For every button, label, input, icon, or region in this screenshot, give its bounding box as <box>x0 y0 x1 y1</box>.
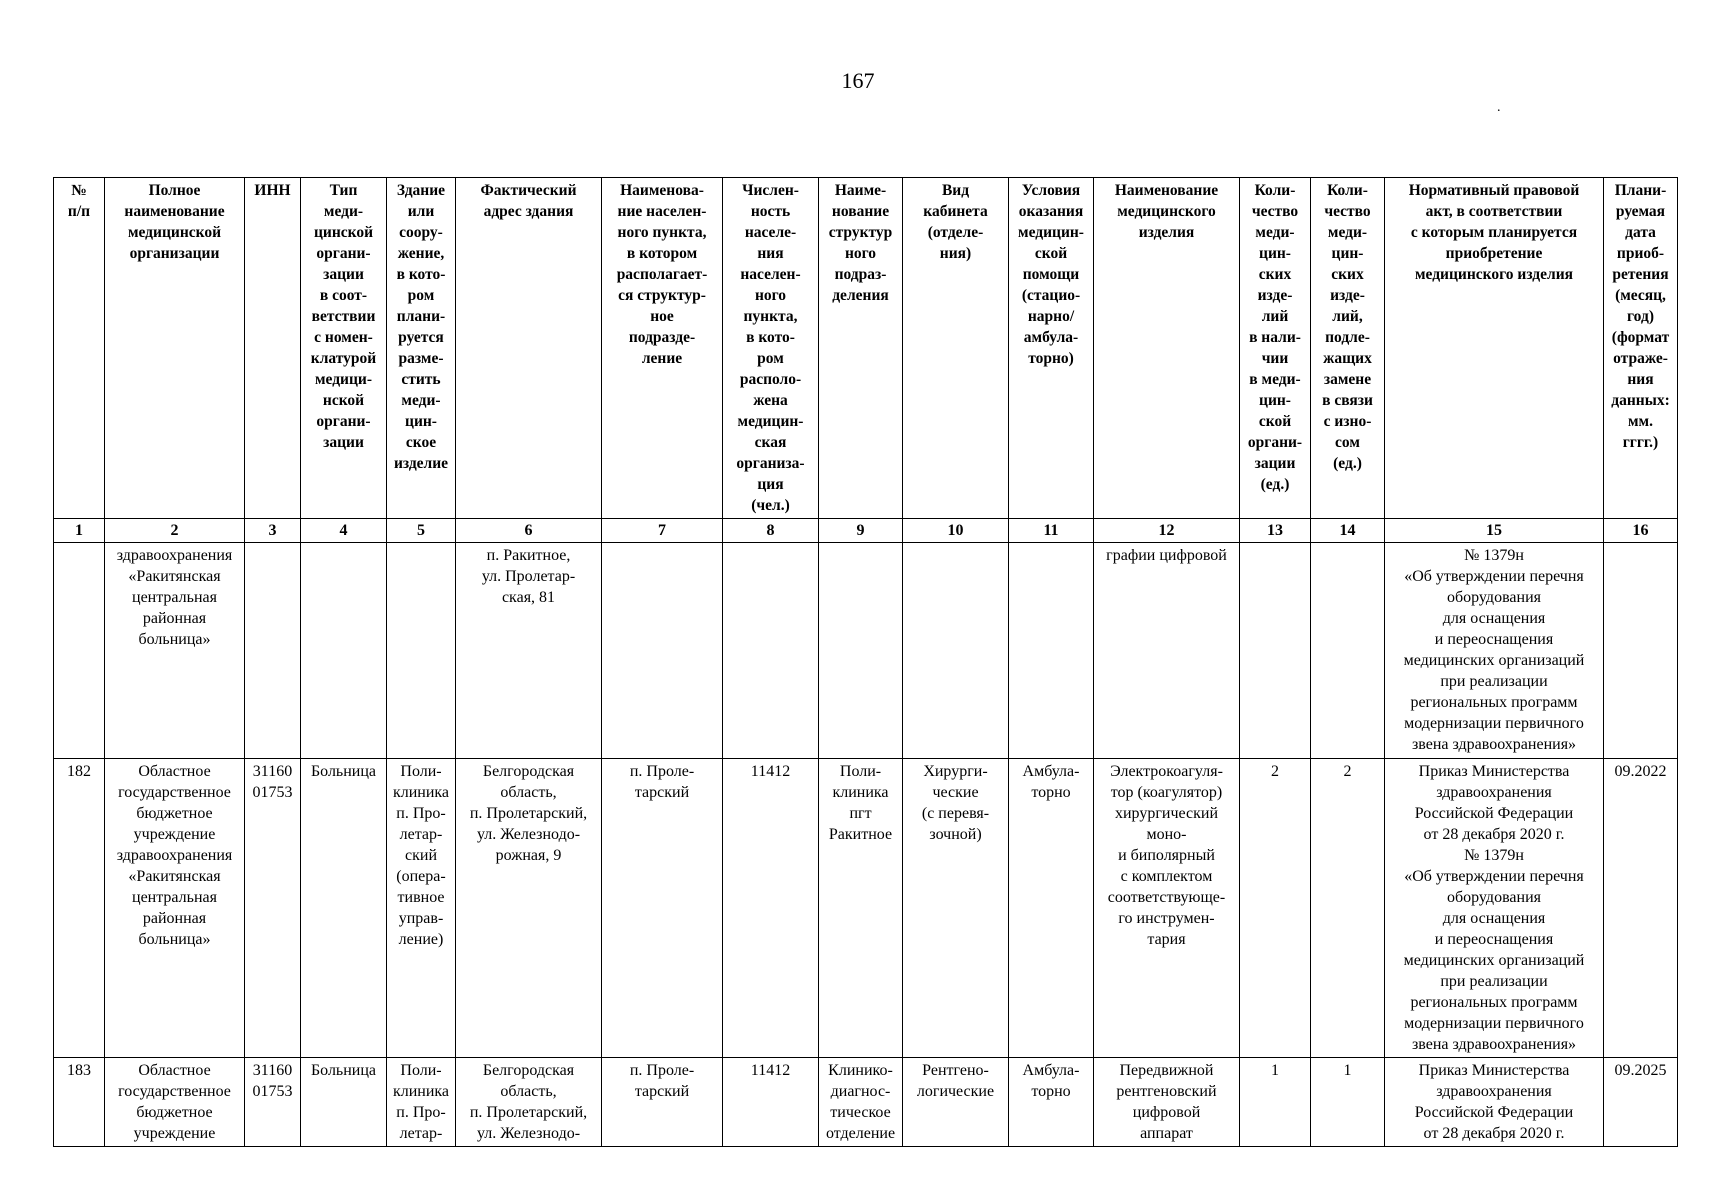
table-cell: 182 <box>54 759 105 1058</box>
table-cell: Больница <box>301 759 387 1058</box>
header-cell: Вид кабинета (отделе- ния) <box>903 178 1009 519</box>
header-cell: Фактический адрес здания <box>456 178 602 519</box>
table-cell: Белгородская область, п. Пролетарский, ул. Железнодо- <box>456 1058 602 1147</box>
header-cell: Нормативный правовой акт, в соответствии с которым планируется приобретение медицинского изделия <box>1385 178 1604 519</box>
table-cell: п. Проле- тарский <box>602 759 723 1058</box>
page-number: 167 <box>841 68 875 93</box>
table-cell: 31160 01753 <box>245 759 301 1058</box>
table-cell: 1 <box>1240 1058 1311 1147</box>
table-row-182 <box>54 759 1678 1058</box>
column-number: 3 <box>245 519 301 543</box>
table-cell: графии цифровой <box>1094 543 1240 759</box>
table-cell: здравоохранения «Ракитянская центральная районная больница» <box>105 543 245 759</box>
table-cell: Передвижной рентгеновский цифровой аппарат <box>1094 1058 1240 1147</box>
header-cell: Коли- чество меди- цин- ских изде- лий в нали- чии в меди- цин- ской органи- зации (ед.) <box>1240 178 1311 519</box>
column-number: 2 <box>105 519 245 543</box>
column-number: 15 <box>1385 519 1604 543</box>
table-cell: Приказ Министерства здравоохранения Российской Федерации от 28 декабря 2020 г. <box>1385 1058 1604 1147</box>
table-cell: 1 <box>1311 1058 1385 1147</box>
table-cell <box>301 543 387 759</box>
header-cell: Наименова- ние населен- ного пункта, в котором располагает- ся структур- ное подразде- ление <box>602 178 723 519</box>
equipment-table <box>53 177 1678 1147</box>
table-cell: Областное государственное бюджетное учреждение здравоохранения «Ракитянская центральная районная больница» <box>105 759 245 1058</box>
column-number: 1 <box>54 519 105 543</box>
table-cell: Амбула- торно <box>1009 759 1094 1058</box>
table-cell: Рентгено- логические <box>903 1058 1009 1147</box>
table-cell: Областное государственное бюджетное учреждение <box>105 1058 245 1147</box>
table-cell: Поли- клиника пгт Ракитное <box>819 759 903 1058</box>
table-cell: 2 <box>1311 759 1385 1058</box>
column-number: 10 <box>903 519 1009 543</box>
table-cell: п. Ракитное, ул. Пролетар- ская, 81 <box>456 543 602 759</box>
table-cell <box>723 543 819 759</box>
table-cell <box>602 543 723 759</box>
table-cell: 2 <box>1240 759 1311 1058</box>
table-cell: Приказ Министерства здравоохранения Российской Федерации от 28 декабря 2020 г. № 1379н «Об утверждении перечня оборудования для оснащения и переоснащения медицинских организаций при реализации региональных программ модернизации первичного звена здравоохранения» <box>1385 759 1604 1058</box>
column-number: 5 <box>387 519 456 543</box>
header-cell: Коли- чество меди- цин- ских изде- лий, подле- жащих замене в связи с изно- сом (ед.) <box>1311 178 1385 519</box>
column-number: 16 <box>1604 519 1678 543</box>
table-cell: п. Проле- тарский <box>602 1058 723 1147</box>
table-cell <box>387 543 456 759</box>
header-cell: Здание или соору- жение, в кото- ром плани- руется разме- стить меди- цин- ское изделие <box>387 178 456 519</box>
header-cell: Тип меди- цинской органи- зации в соот- ветствии с номен- клатурой медици- нской органи- зации <box>301 178 387 519</box>
table-cell <box>903 543 1009 759</box>
table-cell <box>1604 543 1678 759</box>
column-number: 14 <box>1311 519 1385 543</box>
table-cell: 09.2022 <box>1604 759 1678 1058</box>
table-cell <box>819 543 903 759</box>
column-number: 4 <box>301 519 387 543</box>
header-cell: Плани- руемая дата приоб- ретения (месяц, год) (формат отраже- ния данных: мм. гггг.) <box>1604 178 1678 519</box>
table-cell: Поли- клиника п. Про- летар- ский (опера- тивное управ- ление) <box>387 759 456 1058</box>
table-cell: 31160 01753 <box>245 1058 301 1147</box>
table-cell <box>245 543 301 759</box>
column-number: 6 <box>456 519 602 543</box>
header-cell: Полное наименование медицинской организации <box>105 178 245 519</box>
table-cell: 11412 <box>723 759 819 1058</box>
table-cell: Электрокоагуля- тор (коагулятор) хирургический моно- и биполярный с комплектом соответствующе- го инструмен- тария <box>1094 759 1240 1058</box>
table-header-row <box>54 178 1678 519</box>
column-number: 8 <box>723 519 819 543</box>
table-cell: № 1379н «Об утверждении перечня оборудования для оснащения и переоснащения медицинских организаций при реализации региональных программ модернизации первичного звена здравоохранения» <box>1385 543 1604 759</box>
table-cell: Хирурги- ческие (с перевя- зочной) <box>903 759 1009 1058</box>
table-cell: 11412 <box>723 1058 819 1147</box>
column-number: 13 <box>1240 519 1311 543</box>
table-cell <box>1311 543 1385 759</box>
header-cell: Условия оказания медицин- ской помощи (стацио- нарно/ амбула- торно) <box>1009 178 1094 519</box>
table-cell <box>1009 543 1094 759</box>
scan-artifact-dot: . <box>1497 100 1501 115</box>
table-cell: 09.2025 <box>1604 1058 1678 1147</box>
table-cell: Белгородская область, п. Пролетарский, ул. Железнодо- рожная, 9 <box>456 759 602 1058</box>
table-row-continuation <box>54 543 1678 759</box>
header-cell: ИНН <box>245 178 301 519</box>
table-cell: 183 <box>54 1058 105 1147</box>
table-cell <box>54 543 105 759</box>
header-cell: Наиме- нование структур ного подраз- деления <box>819 178 903 519</box>
column-number: 12 <box>1094 519 1240 543</box>
header-cell: № п/п <box>54 178 105 519</box>
header-cell: Наименование медицинского изделия <box>1094 178 1240 519</box>
table-cell: Амбула- торно <box>1009 1058 1094 1147</box>
table-cell <box>1240 543 1311 759</box>
column-number: 11 <box>1009 519 1094 543</box>
table-row-183 <box>54 1058 1678 1147</box>
column-number: 7 <box>602 519 723 543</box>
table-cell: Поли- клиника п. Про- летар- <box>387 1058 456 1147</box>
column-number: 9 <box>819 519 903 543</box>
header-cell: Числен- ность населе- ния населен- ного пункта, в кото- ром располо- жена медицин- ская организа- ция (чел.) <box>723 178 819 519</box>
table-cell: Больница <box>301 1058 387 1147</box>
column-number-row <box>54 519 1678 543</box>
table-cell: Клинико- диагнос- тическое отделение <box>819 1058 903 1147</box>
